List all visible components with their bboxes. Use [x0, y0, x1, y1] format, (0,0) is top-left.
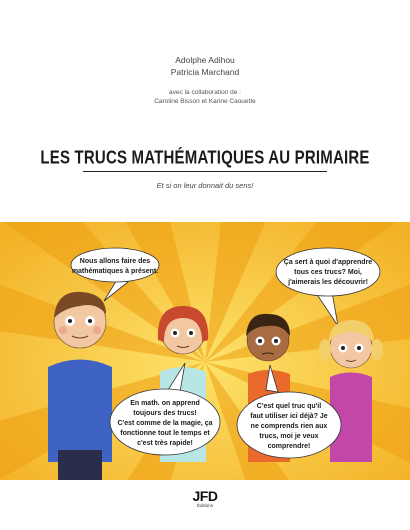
bubble-4-line-2: faut utiliser ici déjà? Je — [250, 413, 328, 420]
publisher-logo-text: JFD — [192, 488, 218, 504]
title-rule — [83, 171, 327, 172]
bubble-4-line-3: ne comprends rien aux — [250, 423, 328, 430]
bubble-4-line-4: trucs, moi je veux — [259, 433, 319, 440]
bubble-4-line-1: C'est quel truc qu'il — [256, 403, 322, 410]
character-boy-blue-shirt — [48, 292, 112, 480]
bubble-3-line-1: En math. on apprend — [130, 400, 200, 407]
bubble-3-line-4: fonctionne tout le temps et — [120, 430, 210, 437]
collaboration-intro: avec la collaboration de : — [169, 89, 241, 96]
book-subtitle: Et si on leur donnait du sens! — [156, 181, 254, 190]
bubble-2-line-3: j'aimerais les découvrir! — [288, 279, 368, 286]
authors — [0, 54, 410, 78]
bubble-4-line-5: comprendre! — [267, 443, 311, 450]
book-title: LES TRUCS MATHÉMATIQUES AU PRIMAIRE — [40, 147, 370, 169]
collaboration — [0, 88, 410, 106]
bubble-2-line-2: tous ces trucs? Moi, — [294, 269, 362, 276]
publisher-logo-label: Éditions — [196, 503, 213, 508]
publisher-logo — [0, 490, 410, 509]
author-1: Adolphe Adihou — [175, 55, 235, 65]
bubble-3-line-2: toujours des trucs! — [133, 410, 197, 417]
author-2: Patricia Marchand — [170, 67, 240, 77]
bubble-2-line-1: Ça sert à quoi d'apprendre — [283, 259, 373, 266]
bubble-3-line-5: c'est très rapide! — [137, 440, 193, 447]
bubble-1-line-1: Nous allons faire des — [79, 258, 151, 265]
bubble-1-line-2: mathématiques à présent. — [71, 268, 159, 275]
collaboration-names: Caroline Bisson et Karine Caouette — [154, 98, 256, 105]
cover-illustration — [0, 222, 410, 480]
bubble-3-line-3: C'est comme de la magie, ça — [117, 420, 213, 427]
